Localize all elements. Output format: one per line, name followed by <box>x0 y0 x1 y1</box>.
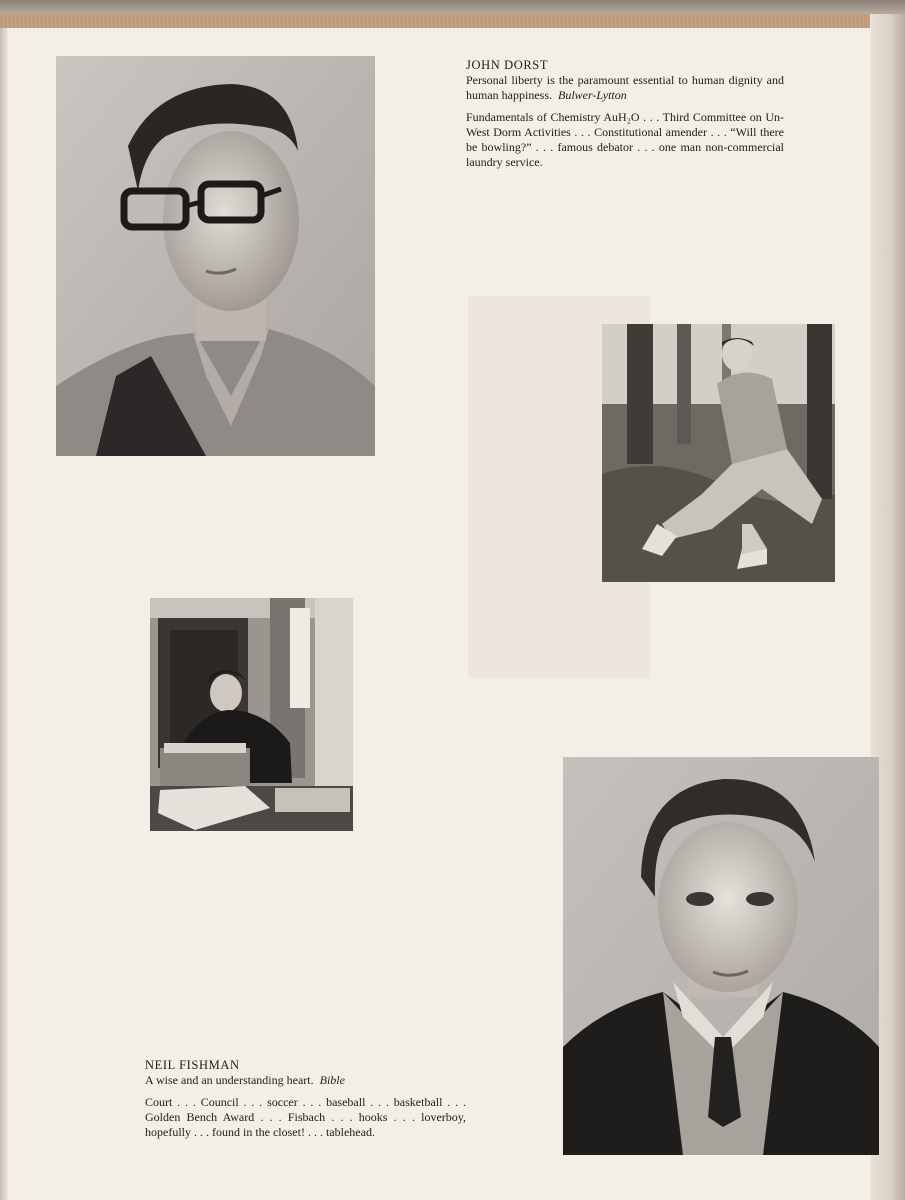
entry-neil-fishman <box>145 1058 466 1140</box>
quote-text: A wise and an understanding heart. <box>145 1073 314 1087</box>
activities-text: Fundamentals of Chemistry AuH₂O . . . Third Committee on Un-West Dorm Activities . . . Constitutional amender . . . “Will there be bowling?” . . . famous debator . . . one man non-commercial laundry service. <box>466 110 784 169</box>
student-name: NEIL FISHMAN <box>145 1058 240 1072</box>
portrait-photo-neil-fishman <box>563 757 879 1155</box>
portrait-photo-john-dorst <box>56 56 375 456</box>
activities-text: Court . . . Council . . . soccer . . . baseball . . . basketball . . . Golden Bench Award . . . Fisbach . . . hooks . . . loverboy, hopefully . . . found in the closet! . . . tablehead. <box>145 1095 466 1139</box>
candid-photo-sitting-outdoors <box>602 324 835 582</box>
senior-quote <box>466 73 784 103</box>
scan-top-edge <box>0 0 905 14</box>
quote-source: Bible <box>319 1073 345 1087</box>
binding-strip <box>0 14 870 29</box>
page-left-edge <box>0 28 8 1200</box>
entry-john-dorst <box>466 58 784 170</box>
candid-photo-typewriter <box>150 598 353 831</box>
quote-source: Bulwer-Lytton <box>558 88 627 102</box>
student-name: JOHN DORST <box>466 58 549 72</box>
quote-text: Personal liberty is the paramount essential to human dignity and human happiness. <box>466 73 784 102</box>
senior-quote <box>145 1073 466 1088</box>
